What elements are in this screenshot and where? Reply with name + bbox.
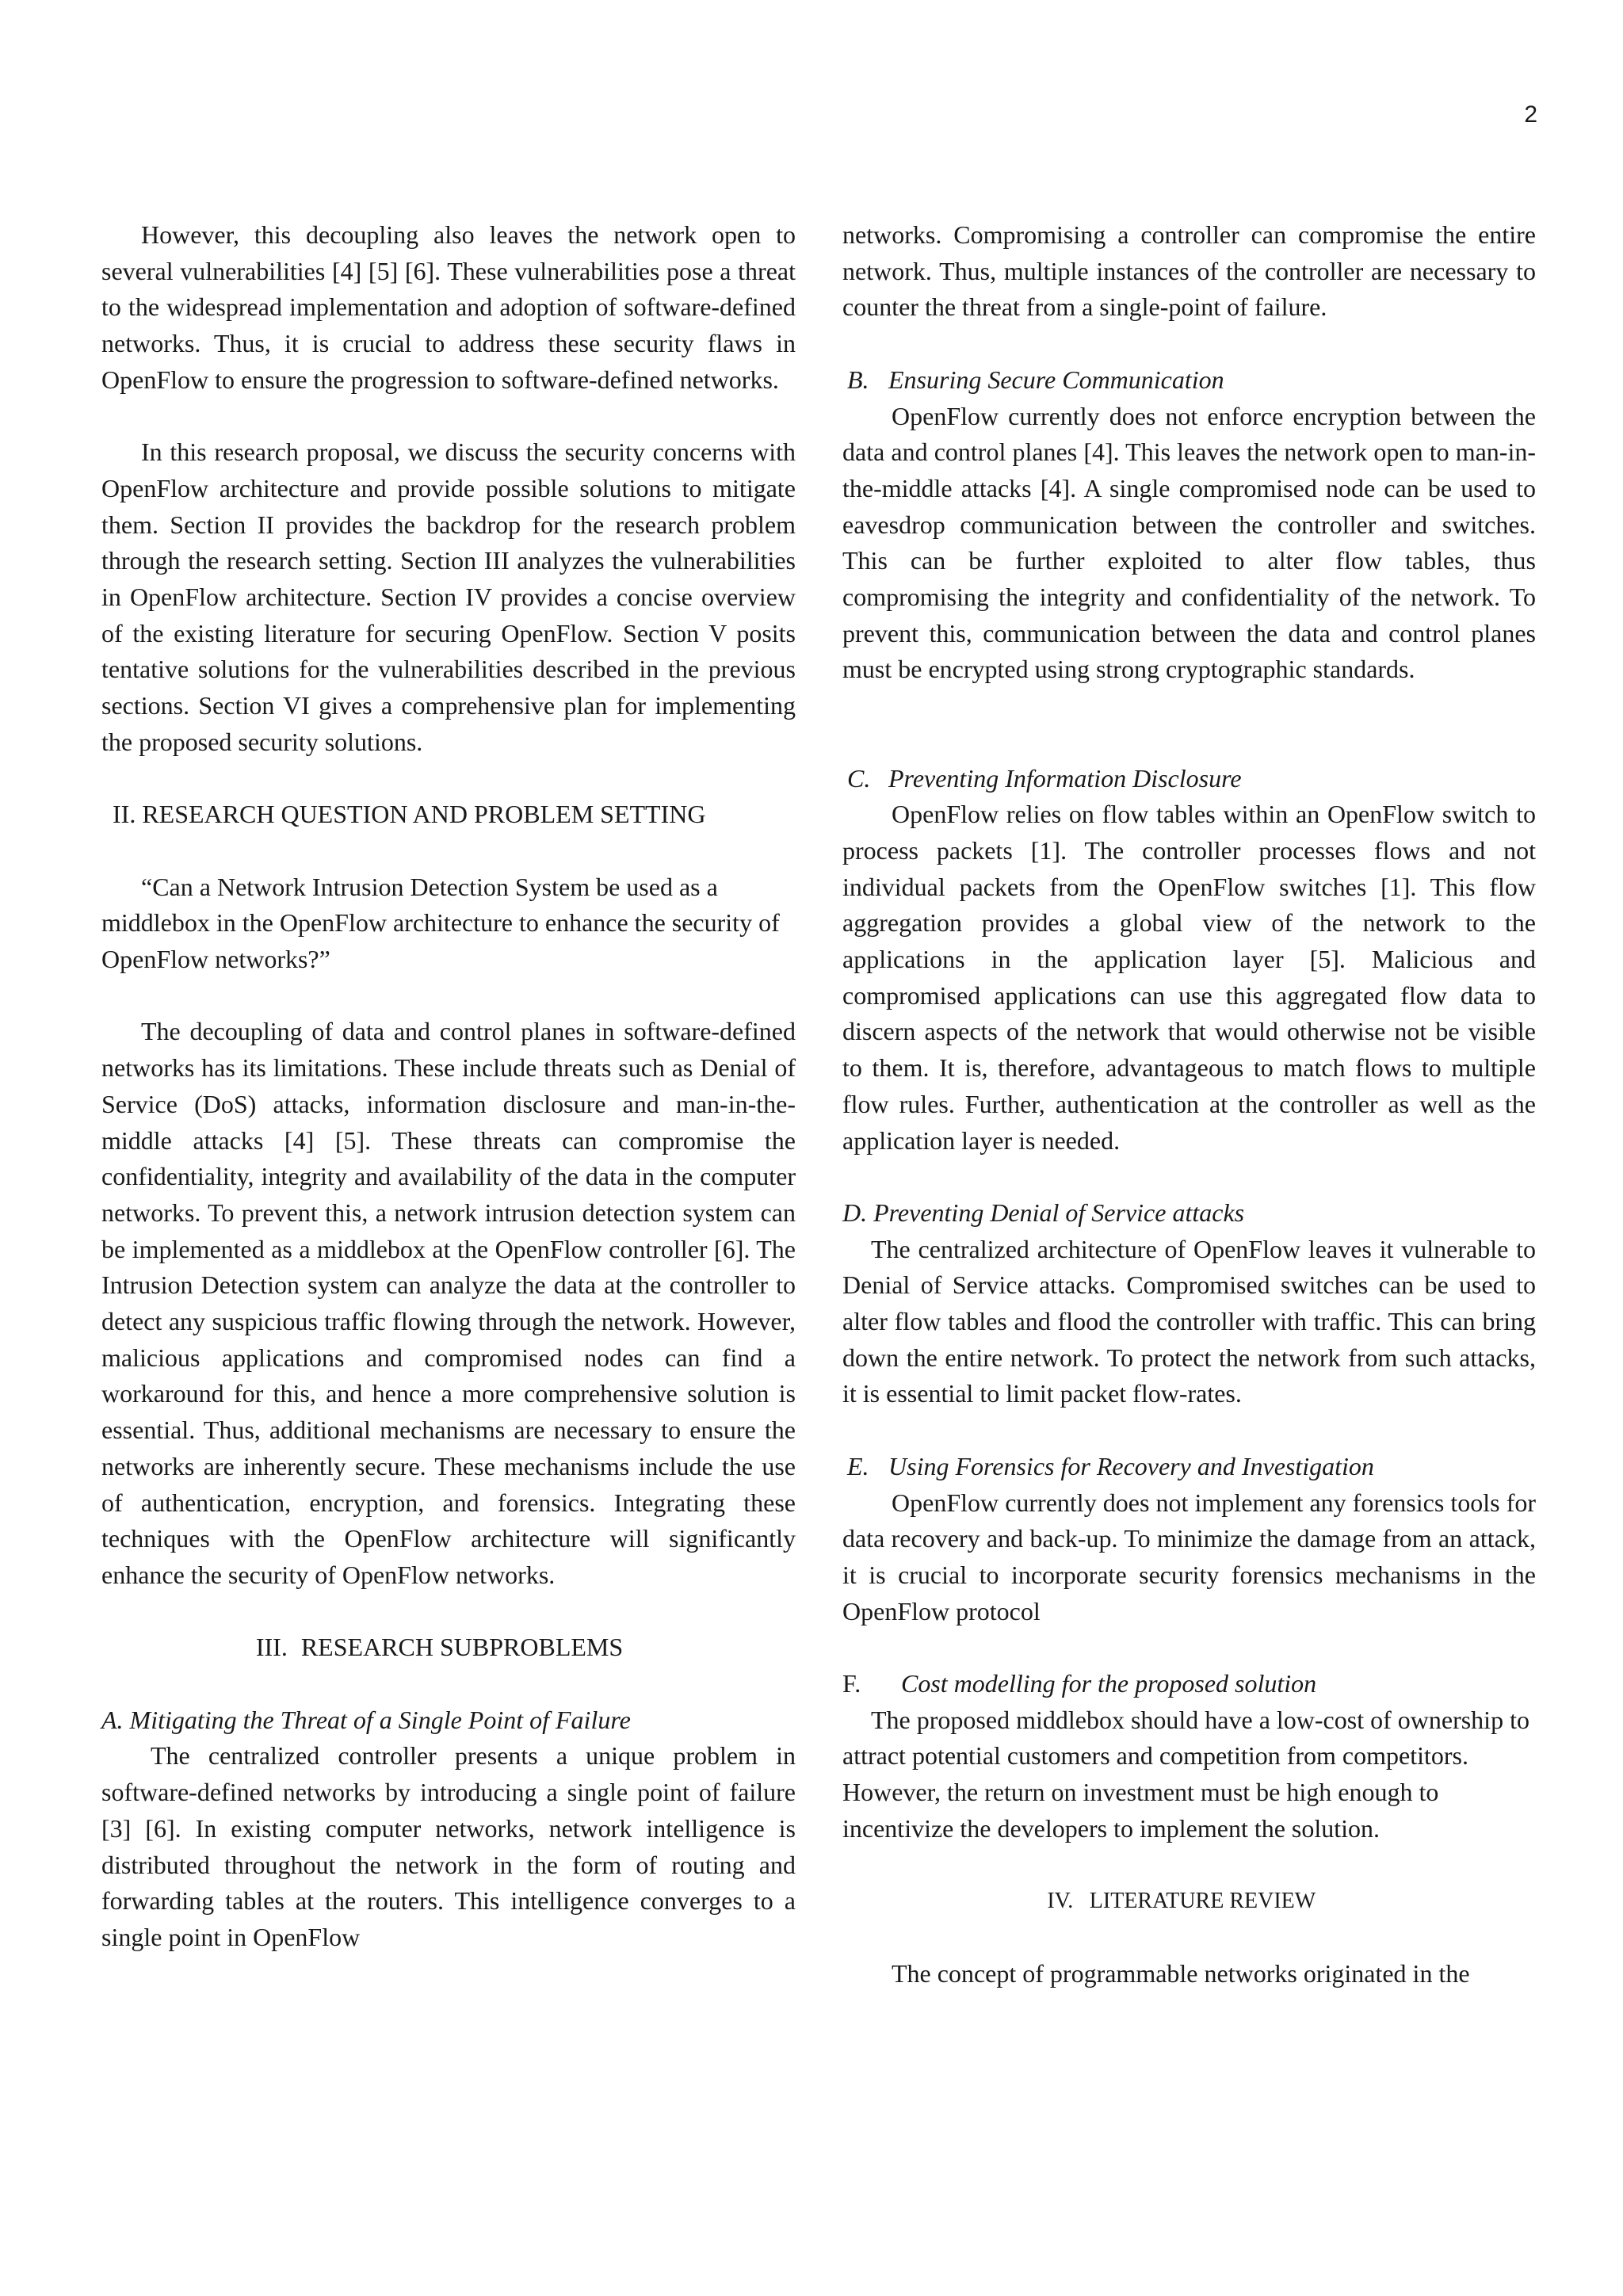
research-question-quote: “Can a Network Intrusion Detection System be used as a middlebox in the OpenFlow architecture to enhance the security of OpenFlow networks?” <box>101 872 780 974</box>
subheading-title: Cost modelling for the proposed solution <box>901 1669 1317 1698</box>
subheading-label: C. <box>847 763 871 793</box>
left-column <box>101 217 796 1956</box>
section-heading-research-question: II. RESEARCH QUESTION AND PROBLEM SETTING <box>113 800 706 829</box>
subheading-title: Ensuring Secure Communication <box>888 365 1224 394</box>
paragraph-intro: However, this decoupling also leaves the network open to several vulnerabilities [4] [5] [6]. These vulnerabilities pose a threat to the widespread implementation and adoption of software-defined networks. Thus, it is crucial to address these security flaws in OpenFlow to ensure the progression to software-defined networks. <box>101 220 796 394</box>
subheading-title: Using Forensics for Recovery and Investigation <box>888 1451 1374 1480</box>
subheading-label: F. <box>842 1669 861 1698</box>
paragraph-proposal-overview: In this research proposal, we discuss the security concerns with OpenFlow architecture and provide possible solutions to mitigate them. Section II provides the backdrop for the research problem through the research setting. Section III analyzes the vulnerabilities in OpenFlow architecture. Section IV provides a concise overview of the existing literature for securing OpenFlow. Section V posits tentative solutions for the vulnerabilities described in the previous sections. Section VI gives a comprehensive plan for implementing the proposed security solutions. <box>101 437 796 756</box>
right-column <box>842 217 1536 1992</box>
section-numeral: III. <box>255 1633 288 1662</box>
subheading-label: B. <box>847 365 869 394</box>
page-number: 2 <box>1524 101 1537 128</box>
paragraph-single-point-failure: The centralized controller presents a unique problem in software-defined networks by introducing a single point of failure [3] [6]. In existing computer networks, network intelligence is distributed throughout the network in the form of routing and forwarding tables at the routers. This intelligence converges to a single point in OpenFlow <box>101 1741 796 1951</box>
subheading-cost-modelling <box>842 1666 1536 1702</box>
subheading-secure-communication <box>842 362 1536 399</box>
paragraph-denial-of-service: The centralized architecture of OpenFlow leaves it vulnerable to Denial of Service attacks. Compromised switches can be used to alter flow tables and flood the controller with traffic. This can bring down the entire network. To protect the network from such attacks, it is essential to limit packet flow-rates. <box>842 1234 1536 1408</box>
subheading-forensics <box>842 1449 1536 1485</box>
paragraph-single-point-failure-continued: networks. Compromising a controller can compromise the entire network. Thus, multiple instances of the controller are necessary to counter the threat from a single-point of failure. <box>842 220 1536 322</box>
section-title: LITERATURE REVIEW <box>1089 1889 1316 1914</box>
section-numeral: IV. <box>1047 1889 1074 1914</box>
subheading-information-disclosure <box>842 761 1536 797</box>
subheading-single-point-failure: A. Mitigating the Threat of a Single Point of Failure <box>101 1705 631 1734</box>
section-title: RESEARCH SUBPROBLEMS <box>300 1633 624 1662</box>
subheading-label: E. <box>847 1451 869 1480</box>
paragraph-problem-setting: The decoupling of data and control planes in software-defined networks has its limitations. These include threats such as Denial of Service (DoS) attacks, information disclosure and man-in-the-middle attacks [4] [5]. These threats can compromise the confidentiality, integrity and availability of the data in the computer networks. To prevent this, a network intrusion detection system can be implemented as a middlebox at the OpenFlow controller [6]. The Intrusion Detection system can analyze the data at the controller to detect any suspicious traffic flowing through the network. However, malicious applications and compromised nodes can find a workaround for this, and hence a more comprehensive solution is essential. Thus, additional mechanisms are necessary to ensure the networks are inherently secure. These mechanisms include the use of authentication, encryption, and forensics. Integrating these techniques with the OpenFlow architecture will significantly enhance the security of OpenFlow networks. <box>101 1017 796 1589</box>
paragraph-forensics: OpenFlow currently does not implement any forensics tools for data recovery and back-up. To minimize the damage from an attack, it is crucial to incorporate security forensics mechanisms in the OpenFlow protocol <box>842 1488 1536 1626</box>
subheading-denial-of-service: D. Preventing Denial of Service attacks <box>842 1198 1245 1227</box>
paragraph-secure-communication: OpenFlow currently does not enforce encryption between the data and control planes [4]. This leaves the network open to man-in-the-middle attacks [4]. A single compromised node can be used to eavesdrop communication between the controller and switches. This can be further exploited to alter flow tables, thus compromising the integrity and confidentiality of the network. To prevent this, communication between the data and control planes must be encrypted using strong cryptographic standards. <box>842 401 1536 684</box>
subheading-title: Preventing Information Disclosure <box>888 763 1242 793</box>
paragraph-cost-modelling: The proposed middlebox should have a low-cost of ownership to attract potential customers and competition from competitors. However, the return on investment must be high enough to incentivize the developers to implement the solution. <box>842 1705 1529 1843</box>
paragraph-literature-review: The concept of programmable networks originated in the <box>892 1958 1470 1988</box>
section-heading-subproblems <box>101 1629 796 1666</box>
section-heading-literature-review <box>842 1883 1536 1920</box>
paragraph-information-disclosure: OpenFlow relies on flow tables within an OpenFlow switch to process packets [1]. The controller processes flows and not individual packets from the OpenFlow switches [1]. This flow aggregation provides a global view of the network to the applications in the application layer [5]. Malicious and compromised applications can use this aggregated flow data to discern aspects of the network that would otherwise not be visible to them. It is, therefore, advantageous to match flows to multiple flow rules. Further, authentication at the controller as well as the application layer is needed. <box>842 800 1536 1155</box>
